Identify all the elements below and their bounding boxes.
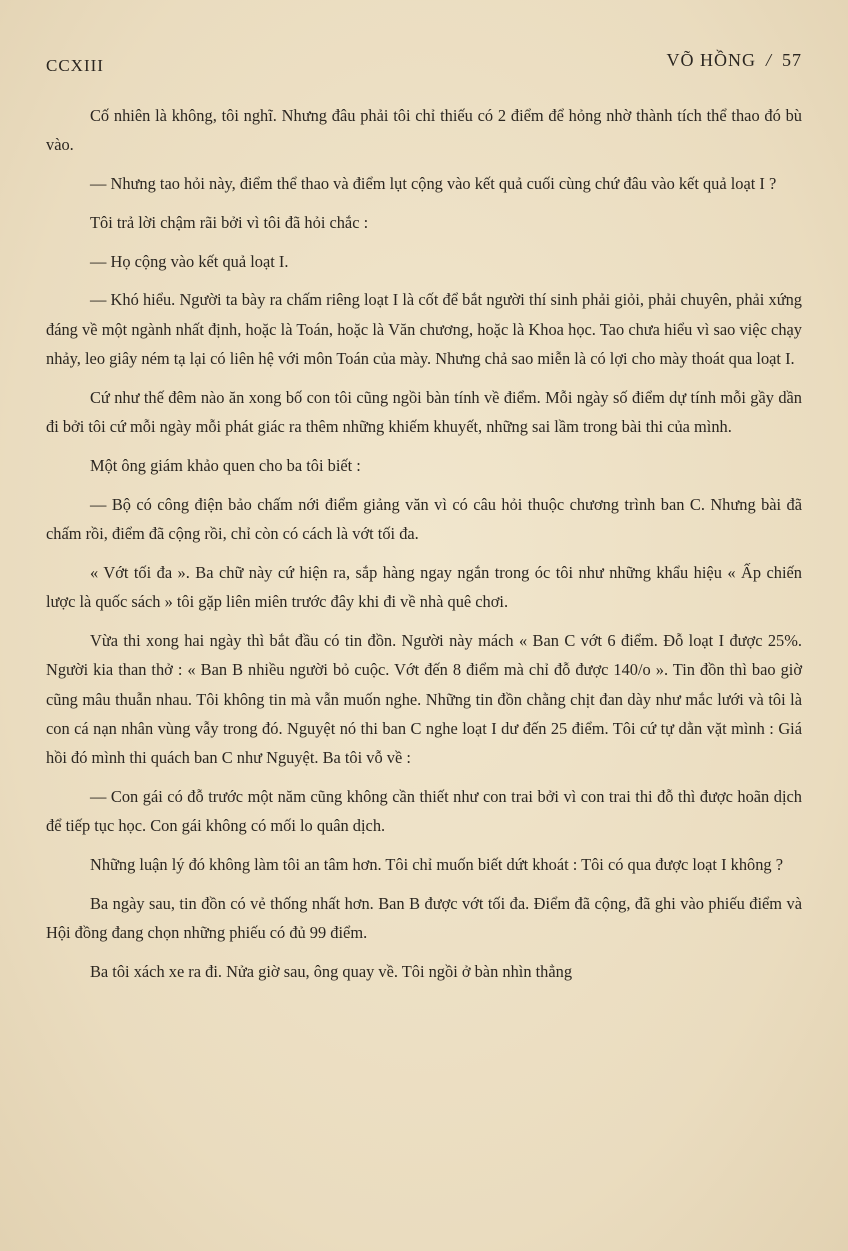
paragraph: Những luận lý đó không làm tôi an tâm hơn. Tôi chỉ muốn biết dứt khoát : Tôi có qua được loạt I không ? bbox=[90, 855, 783, 875]
paragraph: Ba tôi xách xe ra đi. Nửa giờ sau, ông quay về. Tôi ngồi ở bàn nhìn thẳng bbox=[90, 961, 573, 981]
paragraph: Cố nhiên là không, tôi nghĩ. Nhưng đâu phải tôi chỉ thiếu có 2 điểm để hỏng nhờ thành tích thể thao đó bù vào. bbox=[46, 106, 802, 155]
body-text bbox=[46, 101, 802, 996]
header-separator: / bbox=[765, 50, 772, 70]
paragraph: — Họ cộng vào kết quả loạt I. bbox=[90, 251, 289, 271]
running-header bbox=[46, 50, 802, 76]
author-name: VÕ HỒNG bbox=[666, 50, 756, 70]
paragraph: — Con gái có đỗ trước một năm cũng không cần thiết như con trai bởi vì con trai thi đỗ thì được hoãn dịch để tiếp tục học. Con gái không có mối lo quân dịch. bbox=[46, 786, 802, 836]
paragraph: « Vớt tối đa ». Ba chữ này cứ hiện ra, sắp hàng ngay ngắn trong óc tôi như những khẩu hiệu « Ấp chiến lược là quốc sách » tôi gặp liên miên trước đây khi đi về nhà quê chơi. bbox=[46, 562, 802, 612]
page-number: 57 bbox=[782, 50, 802, 70]
paragraph: Một ông giám khảo quen cho ba tôi biết : bbox=[90, 455, 361, 475]
paragraph: — Nhưng tao hỏi này, điểm thể thao và điểm lụt cộng vào kết quả cuối cùng chứ đâu vào kết quả loạt I ? bbox=[90, 174, 777, 194]
author-page-header bbox=[666, 50, 802, 71]
paragraph: — Bộ có công điện bảo chấm nới điểm giảng văn vì có câu hỏi thuộc chương trình ban C. Nhưng bài đã chấm rồi, điểm đã cộng rồi, chỉ còn có cách là vớt tối đa. bbox=[46, 494, 802, 544]
paragraph: — Khó hiểu. Người ta bày ra chấm riêng loạt I là cốt để bắt người thí sinh phải giỏi, phải chuyên, phải xứng đáng về một ngành nhất định, hoặc là Toán, hoặc là Văn chương, hoặc là Khoa học. Tao chưa hiểu vì sao việc chạy nhảy, leo giây ném tạ lại có liên hệ với môn Toán của mày. Nhưng chả sao miễn là có lợi cho mày thoát qua loạt I. bbox=[46, 290, 802, 369]
paragraph: Cứ như thế đêm nào ăn xong bố con tôi cũng ngồi bàn tính về điểm. Mỗi ngày số điểm dự tính mỗi gầy dần đi bởi tôi cứ mỗi ngày mỗi phát giác ra thêm những khiếm khuyết, những sai lầm trong bài thi của mình. bbox=[46, 387, 802, 437]
chapter-number: CCXIII bbox=[46, 56, 104, 75]
paragraph: Vừa thi xong hai ngày thì bắt đầu có tin đồn. Người này mách « Ban C vớt 6 điểm. Đỗ loạt I được 25%. Người kia than thở : « Ban B nhiều người bỏ cuộc. Vớt đến 8 điểm mà chỉ đỗ được 140/o ». Tin đồn thì bao giờ cũng mâu thuẫn nhau. Tôi không tin mà vẫn muốn nghe. Những tin đồn chằng chịt đan dày như mắc lưới và tôi là con cá nạn nhân vùng vẫy trong đó. Nguyệt nó thi ban C nghe loạt I dư đến 25 điểm. Tôi cứ tự dằn vặt mình : Giá hồi đó mình thi quách ban C như Nguyệt. Ba tôi vỗ về : bbox=[46, 630, 802, 768]
paragraph: Tôi trả lời chậm rãi bởi vì tôi đã hỏi chắc : bbox=[90, 212, 369, 232]
paragraph: Ba ngày sau, tin đồn có vẻ thống nhất hơn. Ban B được vớt tối đa. Điểm đã cộng, đã ghi vào phiếu điểm và Hội đồng đang chọn những phiếu có đủ 99 điểm. bbox=[46, 893, 802, 943]
